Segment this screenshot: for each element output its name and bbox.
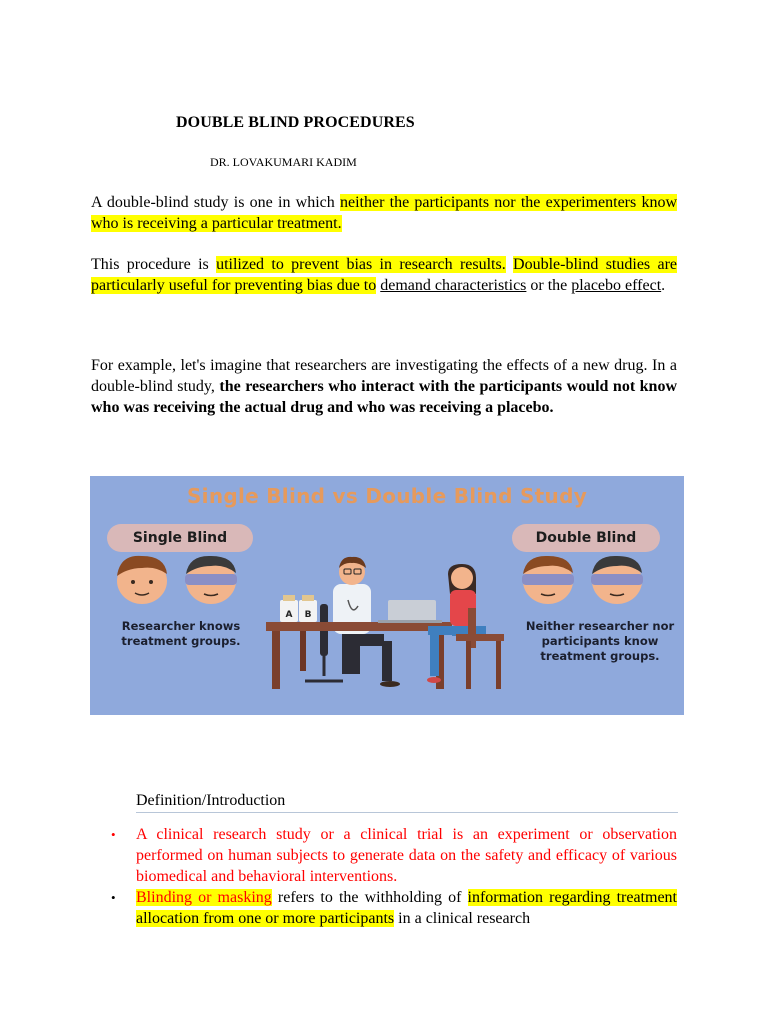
highlighted-text: neither the participants nor the experimenters know who is receiving a particular treatment. [91, 194, 677, 232]
text: . [661, 277, 666, 294]
blindfolded-face-icon [185, 556, 237, 604]
text [506, 256, 513, 273]
figure-title: Single Blind vs Double Blind Study [186, 484, 588, 508]
highlighted-text: Double-blind studies are particularly useful for preventing bias due to [91, 256, 677, 294]
patient-illustration [427, 564, 504, 689]
text: This procedure is [91, 256, 217, 273]
blindfolded-face-icon [522, 556, 574, 604]
text: refers to the withholding of [271, 889, 468, 906]
link-demand-characteristics[interactable]: demand characteristics [380, 277, 527, 294]
bottle-label-a: A [285, 610, 293, 620]
paragraph-definition [91, 192, 677, 234]
text: in a clinical research [394, 910, 531, 927]
paragraph-example [91, 355, 677, 418]
bullet-list [91, 824, 677, 929]
double-blind-label: Double Blind [512, 524, 660, 552]
highlighted-text: Blinding or masking [136, 889, 272, 906]
text: or the [526, 277, 572, 294]
bullet-icon: • [111, 890, 116, 905]
highlighted-text: utilized to prevent bias in research results. [216, 256, 506, 273]
bullet-text: A clinical research study or a clinical trial is an experiment or observation performed on human subjects to generate data on the safety and efficacy of various biomedical and behavioral interventions. [136, 826, 677, 885]
highlighted-text: information regarding treatment allocation from one or more participants [136, 889, 677, 927]
section-heading: Definition/Introduction [136, 792, 678, 813]
figure-single-vs-double-blind [90, 476, 684, 715]
list-item [91, 887, 677, 929]
bold-text: the researchers who interact with the participants would not know who was receiving the actual drug and who was receiving a placebo. [91, 378, 677, 416]
document-title: DOUBLE BLIND PROCEDURES [176, 114, 415, 131]
bottle-label-b: B [304, 610, 312, 620]
face-icon [117, 556, 167, 604]
text: For example, let's imagine that researchers are investigating the effects of a new drug. In a double-blind study, [91, 357, 677, 395]
double-blind-caption: Neither researcher nor participants know treatment groups. [525, 619, 675, 663]
author-name: DR. LOVAKUMARI KADIM [210, 155, 357, 169]
single-blind-caption: Researcher knows treatment groups. [121, 619, 241, 648]
blindfolded-face-icon [591, 556, 643, 604]
text: A double-blind study is one in which [91, 194, 340, 211]
figure-illustration [90, 476, 684, 715]
list-item [91, 824, 677, 887]
link-placebo-effect[interactable]: placebo effect [571, 277, 662, 294]
paragraph-purpose [91, 254, 677, 296]
single-blind-label: Single Blind [107, 524, 253, 552]
bullet-icon: • [111, 827, 116, 842]
